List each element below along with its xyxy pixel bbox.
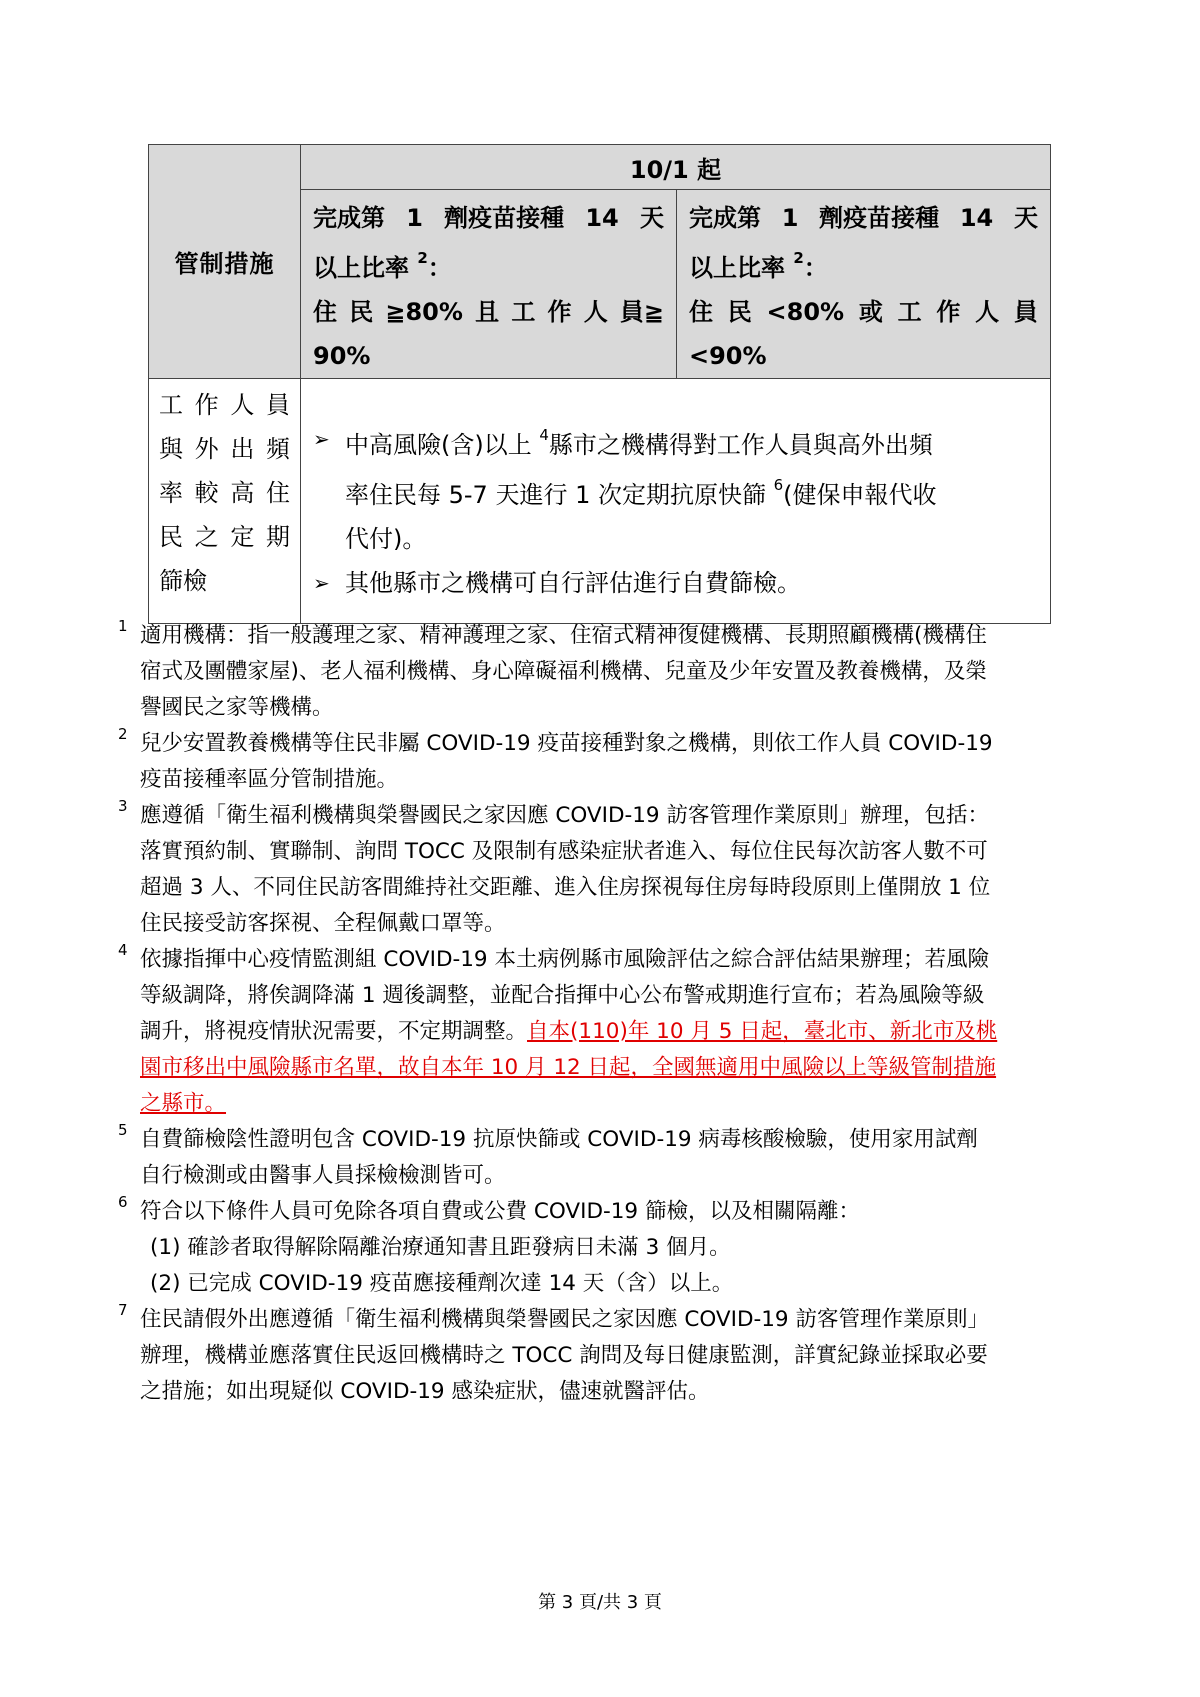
screening-row-body bbox=[301, 379, 1051, 624]
bullet-high-risk: ➢ 中高風險(含)以上 $^4$縣市之機構得對工作人員與高外出頻 率住民每 5-7 天進行 1 次定期抗原快篩 $^6$(健保申報代收 代付)。 bbox=[313, 417, 1032, 561]
footnote-4: 4 依據指揮中心疫情監測組 COVID-19 本土病例縣市風險評估之綜合評估結果辦理；若風險 等級調降，將俟調降滿 1 週後調整，並配合指揮中心公布警戒期進行宣布；若為風險等級 調升，將視疫情狀況需要，不定期調整。自本(110)年 10 月 5 日起，臺北市、新北市及桃 園市移出中風險縣市名單，故自本年 10 月 12 日起，全國無適用中風險以上等級管制措施 之縣市。 bbox=[118, 941, 998, 1116]
row-header-cell bbox=[149, 145, 301, 379]
page-number: 第 3 頁/共 3 頁 bbox=[538, 1592, 662, 1613]
footnote-6: 6 符合以下條件人員可免除各項自費或公費 COVID-19 篩檢，以及相關隔離： (1) 確診者取得解除隔離治療通知書且距發病日未滿 3 個月。 (2) 已完成 COVID-19 疫苗應接種劑次達 14 天（含）以上。 bbox=[118, 1193, 860, 1296]
col2-line1: 完成第 1 劑疫苗接種 14 天 bbox=[689, 204, 1038, 232]
column-high-rate bbox=[301, 190, 677, 379]
footnote-7: 7 住民請假外出應遵循「衛生福利機構與榮譽國民之家因應 COVID-19 訪客管理作業原則」 辦理，機構並應落實住民返回機構時之 TOCC 詢問及每日健康監測，詳實紀錄並採取必要 之措施；如出現疑似 COVID-19 感染症狀，儘速就醫評估。 bbox=[118, 1301, 989, 1404]
footnote-1: 1 適用機構：指一般護理之家、精神護理之家、住宿式精神復健機構、長期照顧機構(機構住 宿式及團體家屋)、老人福利機構、身心障礙福利機構、兒童及少年安置及教養機構，及榮 譽國民之家等機構。 bbox=[118, 617, 987, 720]
col2-line3: 住 民 <80% 或 工 作 人 員 bbox=[689, 298, 1038, 326]
col1-line3: 住 民 ≧80% 且 工 作 人 員≧ bbox=[313, 298, 664, 326]
control-measures-table bbox=[148, 144, 1051, 624]
footnote-3: 3 應遵循「衛生福利機構與榮譽國民之家因應 COVID-19 訪客管理作業原則」辦理，包括： 落實預約制、實聯制、詢問 TOCC 及限制有感染症狀者進入、每位住民每次訪客人數不可 超過 3 人、不同住民訪客間維持社交距離、進入住房探視每住房每時段原則上僅開放 1 位 住民接受訪客探視、全程佩戴口罩等。 bbox=[118, 797, 991, 936]
bullet-other-cities: ➢ 其他縣市之機構可自行評估進行自費篩檢。 bbox=[313, 561, 1032, 605]
date-header: 10/1 起 bbox=[629, 155, 722, 184]
risk-update-notice: 自本(110)年 10 月 5 日起，臺北市、新北市及桃 bbox=[527, 1019, 998, 1044]
col1-line2: 以上比率 $^2$： bbox=[313, 249, 452, 282]
footnotes bbox=[112, 618, 1088, 1410]
row-header: 管制措施 bbox=[174, 250, 275, 278]
col1-line4: 90% bbox=[313, 342, 371, 370]
bullet-arrow-icon: ➢ bbox=[313, 571, 330, 595]
footnote-5: 5 自費篩檢陰性證明包含 COVID-19 抗原快篩或 COVID-19 病毒核酸檢驗，使用家用試劑 自行檢測或由醫事人員採檢檢測皆可。 bbox=[118, 1121, 978, 1188]
column-low-rate bbox=[677, 190, 1051, 379]
bullet-arrow-icon: ➢ bbox=[313, 427, 330, 451]
date-header-cell bbox=[301, 145, 1051, 190]
screening-row-label: 工 作 人 員 與 外 出 頻 率 較 高 住 民 之 定 期 篩檢 bbox=[149, 379, 301, 624]
col1-line1: 完成第 1 劑疫苗接種 14 天 bbox=[313, 204, 664, 232]
footnote-2: 2 兒少安置教養機構等住民非屬 COVID-19 疫苗接種對象之機構，則依工作人員 COVID-19 疫苗接種率區分管制措施。 bbox=[118, 725, 993, 792]
col2-line4: <90% bbox=[689, 342, 767, 370]
col2-line2: 以上比率 $^2$： bbox=[689, 249, 828, 282]
